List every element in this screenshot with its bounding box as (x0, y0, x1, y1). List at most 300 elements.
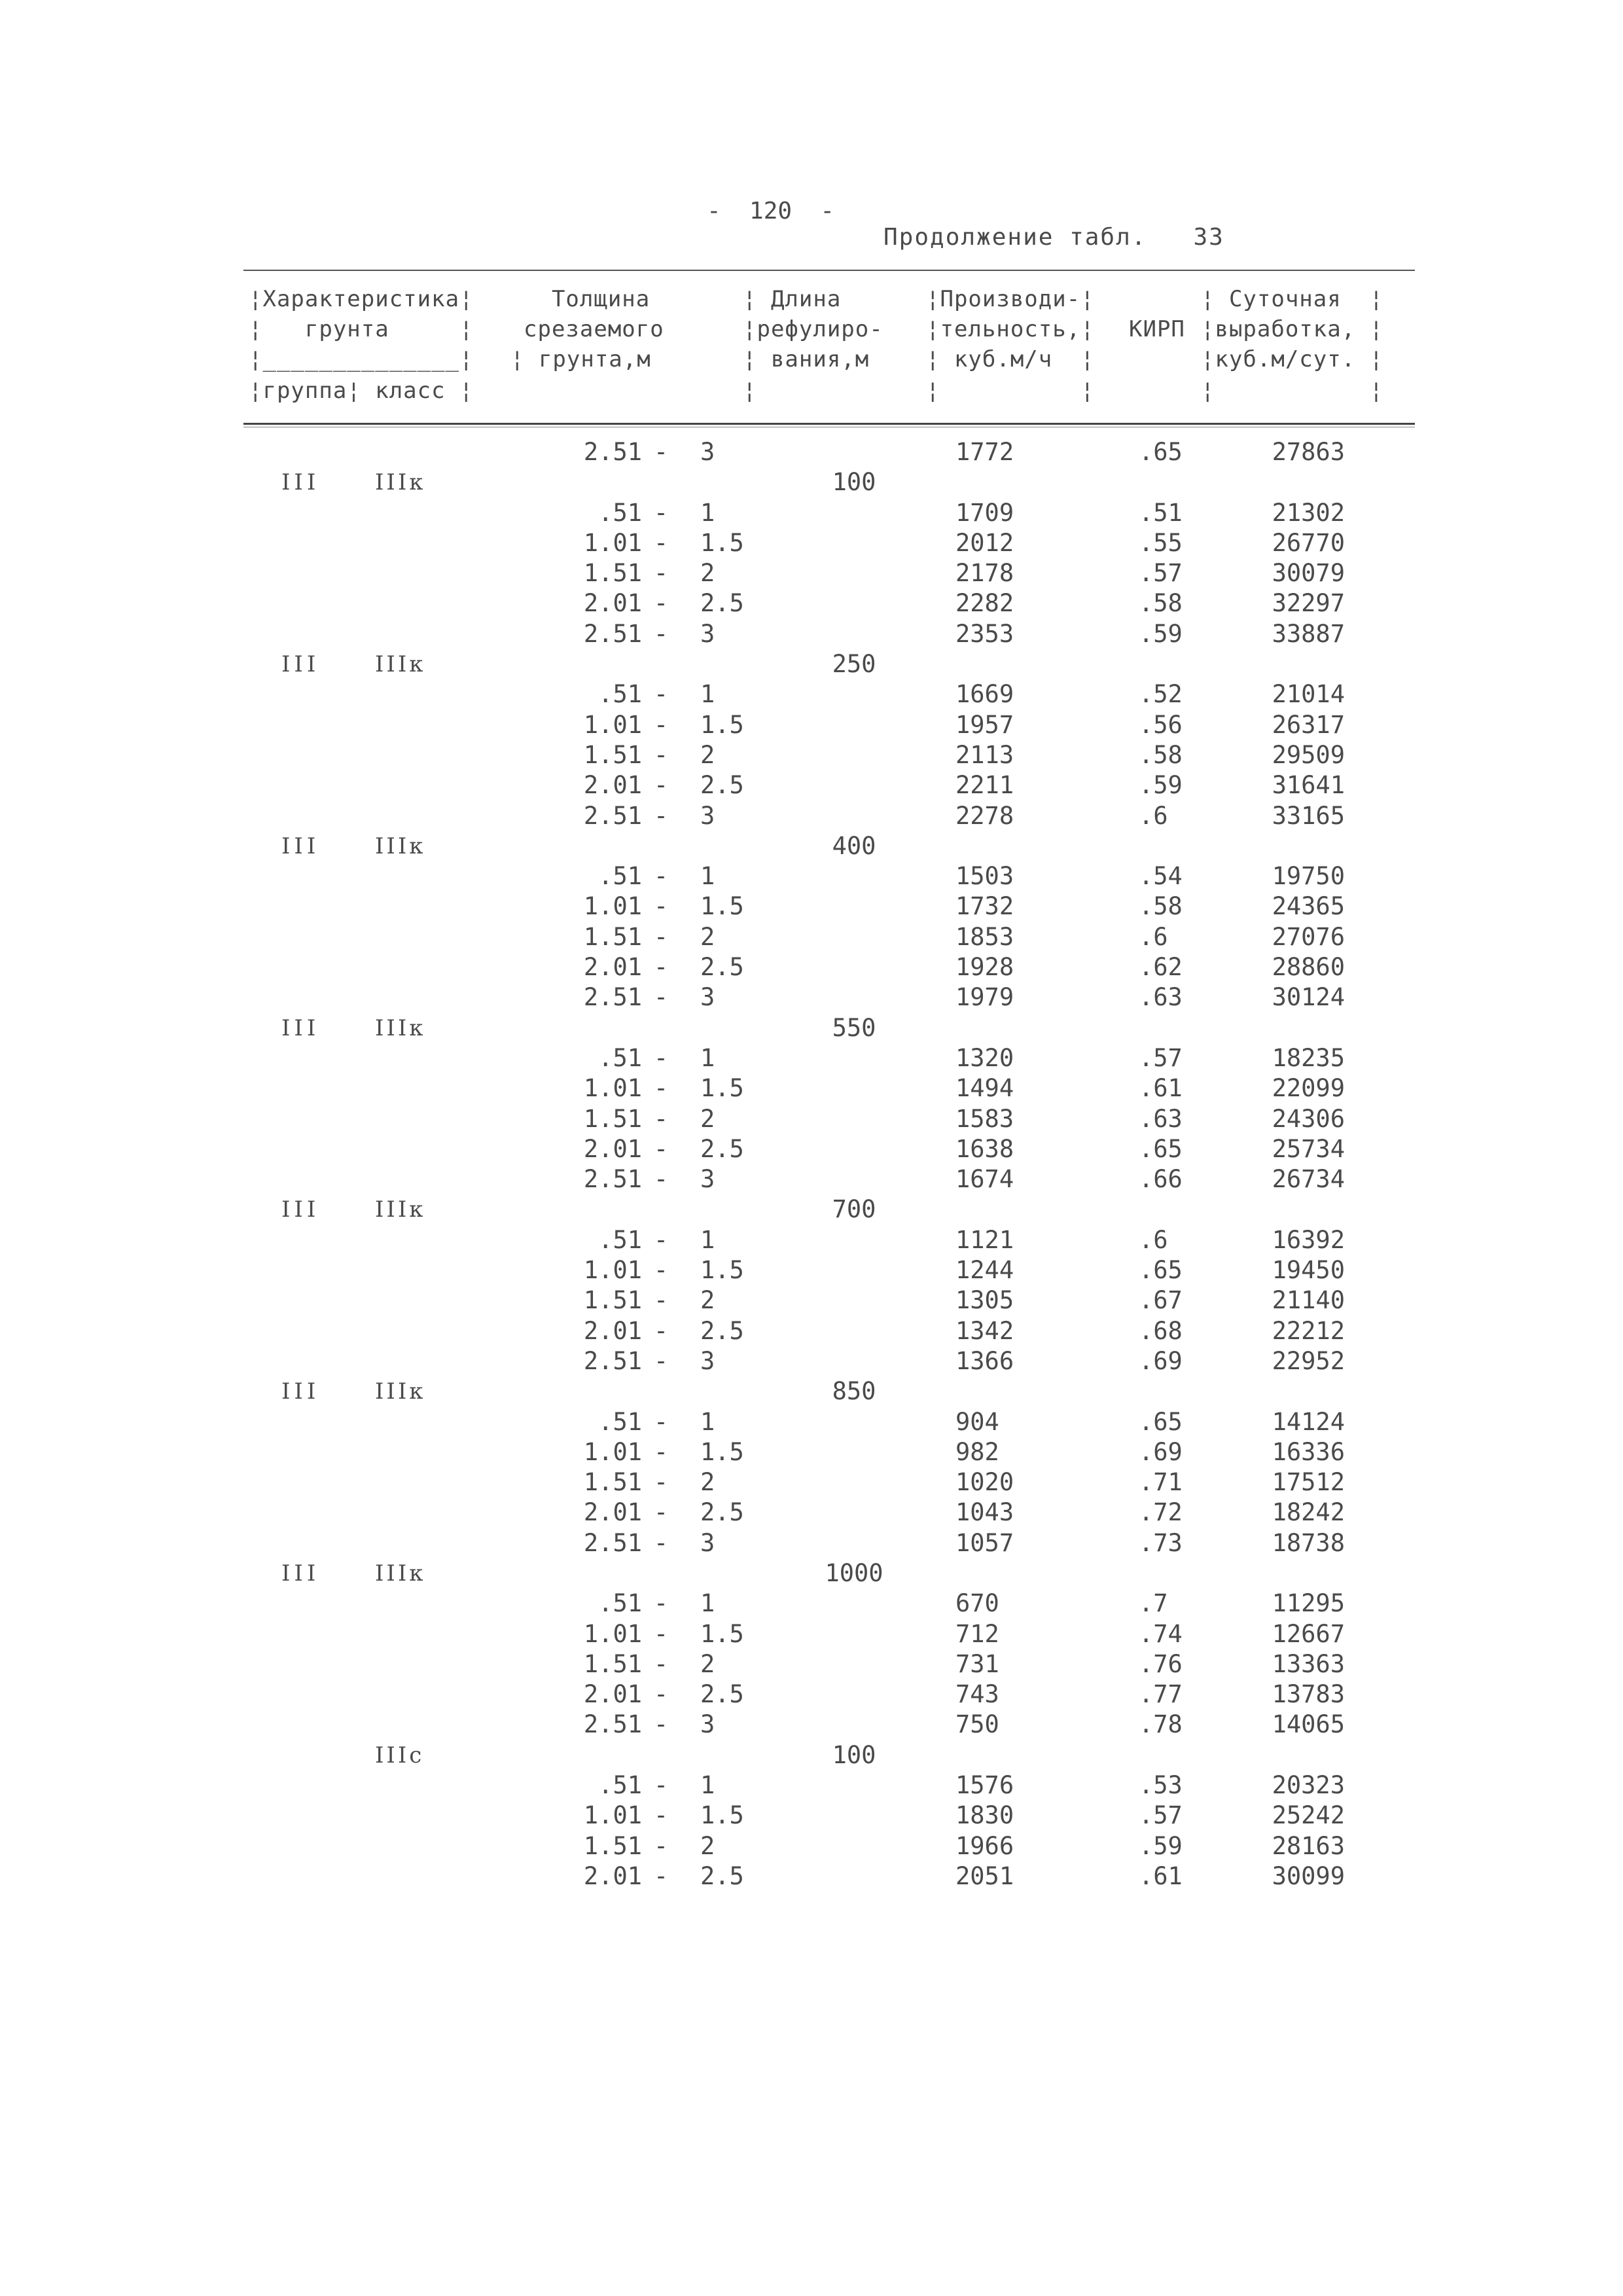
productivity-cell: 1928 (955, 953, 1014, 982)
kirp-cell: .55 (1139, 528, 1183, 557)
thickness-dash: - (653, 1256, 669, 1285)
productivity-cell: 1494 (955, 1074, 1014, 1103)
thickness-from: 2.01 (583, 1316, 642, 1345)
table-row (0, 891, 1623, 922)
thickness-dash: - (653, 559, 669, 588)
thickness-dash: - (653, 1710, 669, 1739)
thickness-dash: - (653, 710, 669, 739)
thickness-dash: - (653, 740, 669, 769)
kirp-cell: .59 (1139, 1831, 1183, 1860)
daily-output-cell: 13783 (1272, 1680, 1345, 1709)
daily-output-cell: 26770 (1272, 528, 1345, 557)
table-row (0, 1043, 1623, 1073)
table-row (0, 679, 1623, 709)
kirp-cell: .53 (1139, 1771, 1183, 1800)
daily-output-cell: 21140 (1272, 1286, 1345, 1315)
length-cell: 100 (832, 468, 876, 497)
daily-output-cell: 11295 (1272, 1589, 1345, 1618)
thickness-dash: - (653, 1437, 669, 1466)
productivity-cell: 1957 (955, 710, 1014, 739)
thickness-to: 1.5 (700, 1074, 744, 1103)
class-cell: IIIс (375, 1742, 425, 1768)
thickness-dash: - (653, 1043, 669, 1072)
header-thickness: Толщина (524, 286, 679, 312)
thickness-from: 1.01 (583, 1619, 642, 1648)
thickness-to: 1.5 (700, 528, 744, 557)
daily-output-cell: 22212 (1272, 1316, 1345, 1345)
thickness-to: 3 (700, 1346, 715, 1375)
daily-output-cell: 26317 (1272, 710, 1345, 739)
thickness-from: 2.01 (583, 1498, 642, 1527)
group-cell: III (281, 1560, 320, 1587)
daily-output-cell: 16392 (1272, 1225, 1345, 1254)
productivity-cell: 1342 (955, 1316, 1014, 1345)
thickness-from: 1.01 (583, 1437, 642, 1466)
group-cell: III (281, 1014, 320, 1041)
thickness-dash: - (653, 953, 669, 982)
table-row (0, 861, 1623, 891)
header-underline: ¦______________¦ (249, 346, 474, 372)
table-top-rule (243, 270, 1415, 271)
table-row (0, 710, 1623, 740)
daily-output-cell: 18242 (1272, 1498, 1345, 1527)
table-row (0, 1255, 1623, 1285)
header-soil: ¦ грунта ¦ (249, 316, 474, 342)
table-row (0, 1407, 1623, 1437)
table-row (0, 831, 1623, 861)
productivity-cell: 2278 (955, 801, 1014, 830)
kirp-cell: .61 (1139, 1074, 1183, 1103)
productivity-cell: 1576 (955, 1771, 1014, 1800)
thickness-from: 2.01 (583, 589, 642, 618)
group-cell: III (281, 833, 320, 859)
thickness-from: 1.51 (583, 740, 642, 769)
daily-output-cell: 24306 (1272, 1104, 1345, 1133)
table-row (0, 1104, 1623, 1134)
thickness-to: 1 (700, 862, 715, 891)
thickness-from: .51 (598, 1225, 642, 1254)
table-row (0, 1164, 1623, 1194)
daily-output-cell: 24365 (1272, 892, 1345, 921)
thickness-from: 2.51 (583, 1165, 642, 1194)
thickness-dash: - (653, 589, 669, 618)
kirp-cell: .68 (1139, 1316, 1183, 1345)
thickness-dash: - (653, 862, 669, 891)
kirp-cell: .65 (1139, 1134, 1183, 1163)
productivity-cell: 1732 (955, 892, 1014, 921)
productivity-cell: 1043 (955, 1498, 1014, 1527)
kirp-cell: .6 (1139, 922, 1168, 951)
thickness-to: 3 (700, 1165, 715, 1194)
kirp-cell: .59 (1139, 771, 1183, 800)
thickness-from: 2.51 (583, 1528, 642, 1557)
daily-output-cell: 20323 (1272, 1771, 1345, 1800)
table-row (0, 1831, 1623, 1861)
thickness-to: 1.5 (700, 710, 744, 739)
productivity-cell: 1244 (955, 1256, 1014, 1285)
thickness-dash: - (653, 771, 669, 800)
kirp-cell: .61 (1139, 1861, 1183, 1890)
thickness-to: 3 (700, 438, 715, 466)
kirp-cell: .77 (1139, 1680, 1183, 1709)
productivity-cell: 750 (955, 1710, 999, 1739)
thickness-to: 1 (700, 680, 715, 709)
productivity-cell: 2178 (955, 559, 1014, 588)
thickness-from: 1.01 (583, 1256, 642, 1285)
thickness-from: 1.01 (583, 528, 642, 557)
class-cell: IIIк (375, 1560, 426, 1587)
table-row (0, 588, 1623, 619)
header-kirp: КИРП (1129, 316, 1185, 342)
productivity-cell: 2282 (955, 589, 1014, 618)
table-row (0, 1316, 1623, 1346)
daily-output-cell: 21014 (1272, 680, 1345, 709)
thickness-dash: - (653, 1225, 669, 1254)
kirp-cell: .72 (1139, 1498, 1183, 1527)
productivity-cell: 1503 (955, 862, 1014, 891)
productivity-cell: 1020 (955, 1468, 1014, 1497)
thickness-from: 2.01 (583, 1861, 642, 1890)
thickness-dash: - (653, 498, 669, 527)
daily-output-cell: 14065 (1272, 1710, 1345, 1739)
kirp-cell: .57 (1139, 559, 1183, 588)
productivity-cell: 1830 (955, 1801, 1014, 1830)
table-row (0, 1225, 1623, 1255)
productivity-cell: 2113 (955, 740, 1014, 769)
productivity-cell: 1121 (955, 1225, 1014, 1254)
kirp-cell: .6 (1139, 1225, 1168, 1254)
class-cell: IIIк (375, 469, 426, 496)
thickness-dash: - (653, 1316, 669, 1345)
daily-output-cell: 18235 (1272, 1043, 1345, 1072)
daily-output-cell: 19450 (1272, 1256, 1345, 1285)
kirp-cell: .63 (1139, 1104, 1183, 1133)
thickness-from: .51 (598, 680, 642, 709)
group-cell: III (281, 1378, 320, 1405)
table-body (0, 437, 1623, 1892)
thickness-dash: - (653, 1074, 669, 1103)
thickness-from: 2.51 (583, 619, 642, 648)
thickness-to: 2 (700, 1649, 715, 1678)
thickness-dash: - (653, 1771, 669, 1800)
length-cell: 100 (832, 1740, 876, 1769)
table-row (0, 1528, 1623, 1558)
productivity-cell: 670 (955, 1589, 999, 1618)
table-row (0, 1710, 1623, 1740)
productivity-cell: 712 (955, 1619, 999, 1648)
productivity-cell: 2353 (955, 619, 1014, 648)
thickness-to: 1.5 (700, 1256, 744, 1285)
kirp-cell: .65 (1139, 438, 1183, 466)
productivity-cell: 1583 (955, 1104, 1014, 1133)
thickness-to: 1 (700, 1771, 715, 1800)
thickness-from: 1.51 (583, 1649, 642, 1678)
header-daily-output-unit: ¦куб.м/сут. ¦ (1201, 346, 1384, 372)
table-row (0, 1498, 1623, 1528)
thickness-to: 2 (700, 922, 715, 951)
table-row (0, 801, 1623, 831)
table-row (0, 1861, 1623, 1892)
daily-output-cell: 28163 (1272, 1831, 1345, 1860)
kirp-cell: .66 (1139, 1165, 1183, 1194)
thickness-dash: - (653, 801, 669, 830)
thickness-dash: - (653, 892, 669, 921)
length-cell: 550 (832, 1013, 876, 1042)
daily-output-cell: 13363 (1272, 1649, 1345, 1678)
table-header (249, 284, 1420, 415)
table-row (0, 770, 1623, 800)
class-cell: IIIк (375, 651, 426, 678)
thickness-from: 2.01 (583, 1680, 642, 1709)
thickness-from: 1.51 (583, 1831, 642, 1860)
productivity-cell: 1669 (955, 680, 1014, 709)
thickness-to: 2.5 (700, 771, 744, 800)
header-length: ¦ Длина (743, 286, 883, 312)
table-row (0, 1588, 1623, 1619)
table-row (0, 1558, 1623, 1588)
thickness-dash: - (653, 1286, 669, 1315)
table-row (0, 528, 1623, 558)
productivity-cell: 1366 (955, 1346, 1014, 1375)
table-row (0, 1013, 1623, 1043)
kirp-cell: .78 (1139, 1710, 1183, 1739)
thickness-from: 2.51 (583, 983, 642, 1012)
productivity-cell: 2211 (955, 771, 1014, 800)
header-group-class: ¦группа¦ класс ¦ (249, 378, 474, 404)
kirp-cell: .58 (1139, 589, 1183, 618)
thickness-dash: - (653, 1104, 669, 1133)
header-productivity-unit: ¦ куб.м/ч ¦ (926, 346, 1095, 372)
daily-output-cell: 22952 (1272, 1346, 1345, 1375)
kirp-cell: .62 (1139, 953, 1183, 982)
thickness-from: 1.51 (583, 922, 642, 951)
table-row (0, 619, 1623, 649)
thickness-dash: - (653, 1407, 669, 1436)
productivity-cell: 1320 (955, 1043, 1014, 1072)
thickness-from: 1.51 (583, 559, 642, 588)
thickness-from: 1.51 (583, 1286, 642, 1315)
header-productivity-2: ¦тельность,¦ (926, 316, 1095, 342)
thickness-to: 1.5 (700, 1801, 744, 1830)
productivity-cell: 1966 (955, 1831, 1014, 1860)
thickness-from: .51 (598, 1589, 642, 1618)
daily-output-cell: 27076 (1272, 922, 1345, 951)
thickness-to: 3 (700, 1528, 715, 1557)
table-row (0, 1134, 1623, 1164)
thickness-from: 2.51 (583, 1710, 642, 1739)
thickness-dash: - (653, 1680, 669, 1709)
kirp-cell: .76 (1139, 1649, 1183, 1678)
thickness-to: 1 (700, 1225, 715, 1254)
thickness-dash: - (653, 1861, 669, 1890)
kirp-cell: .59 (1139, 619, 1183, 648)
kirp-cell: .73 (1139, 1528, 1183, 1557)
thickness-to: 2 (700, 1104, 715, 1133)
thickness-dash: - (653, 1649, 669, 1678)
productivity-cell: 743 (955, 1680, 999, 1709)
table-row (0, 1194, 1623, 1225)
daily-output-cell: 28860 (1272, 953, 1345, 982)
table-row (0, 1437, 1623, 1467)
thickness-to: 1 (700, 1589, 715, 1618)
thickness-to: 1 (700, 1407, 715, 1436)
thickness-dash: - (653, 983, 669, 1012)
kirp-cell: .7 (1139, 1589, 1168, 1618)
length-cell: 850 (832, 1377, 876, 1406)
daily-output-cell: 30079 (1272, 559, 1345, 588)
table-row (0, 740, 1623, 770)
header-soil-characteristic: ¦Характеристика¦ (249, 286, 474, 312)
thickness-to: 2.5 (700, 1680, 744, 1709)
thickness-to: 2.5 (700, 1498, 744, 1527)
thickness-from: 1.01 (583, 710, 642, 739)
table-row (0, 952, 1623, 982)
table-row (0, 1649, 1623, 1679)
header-productivity-sep: ¦ ¦ (926, 378, 1095, 404)
thickness-to: 1.5 (700, 1437, 744, 1466)
kirp-cell: .52 (1139, 680, 1183, 709)
kirp-cell: .57 (1139, 1043, 1183, 1072)
kirp-cell: .6 (1139, 801, 1168, 830)
kirp-cell: .71 (1139, 1468, 1183, 1497)
daily-output-cell: 16336 (1272, 1437, 1345, 1466)
header-refulling: ¦рефулиро- (743, 316, 883, 342)
table-row (0, 922, 1623, 952)
header-soil-m: ¦ грунта,м (510, 346, 679, 372)
thickness-to: 2.5 (700, 1861, 744, 1890)
header-daily-output: ¦ Суточная ¦ (1201, 286, 1384, 312)
table-row (0, 498, 1623, 528)
group-cell: III (281, 1196, 320, 1223)
header-productivity: ¦Производи-¦ (926, 286, 1095, 312)
daily-output-cell: 22099 (1272, 1074, 1345, 1103)
thickness-to: 2 (700, 1831, 715, 1860)
table-row (0, 1376, 1623, 1407)
thickness-to: 2.5 (700, 1134, 744, 1163)
thickness-from: .51 (598, 498, 642, 527)
kirp-cell: .65 (1139, 1256, 1183, 1285)
thickness-from: 2.51 (583, 1346, 642, 1375)
table-row (0, 437, 1623, 467)
table-row (0, 1801, 1623, 1831)
thickness-from: .51 (598, 862, 642, 891)
thickness-dash: - (653, 1528, 669, 1557)
productivity-cell: 1979 (955, 983, 1014, 1012)
thickness-dash: - (653, 619, 669, 648)
header-daily-output-2: ¦выработка, ¦ (1201, 316, 1384, 342)
thickness-from: .51 (598, 1407, 642, 1436)
thickness-from: 1.01 (583, 892, 642, 921)
daily-output-cell: 26734 (1272, 1165, 1345, 1194)
thickness-to: 2.5 (700, 589, 744, 618)
table-row (0, 1285, 1623, 1316)
table-row (0, 558, 1623, 588)
productivity-cell: 1709 (955, 498, 1014, 527)
table-row (0, 1467, 1623, 1498)
class-cell: IIIк (375, 1196, 426, 1223)
thickness-to: 1.5 (700, 1619, 744, 1648)
kirp-cell: .67 (1139, 1286, 1183, 1315)
kirp-cell: .69 (1139, 1437, 1183, 1466)
table-row (0, 1740, 1623, 1770)
productivity-cell: 982 (955, 1437, 999, 1466)
thickness-to: 2 (700, 740, 715, 769)
kirp-cell: .51 (1139, 498, 1183, 527)
kirp-cell: .74 (1139, 1619, 1183, 1648)
table-row (0, 1346, 1623, 1376)
productivity-cell: 904 (955, 1407, 999, 1436)
daily-output-cell: 31641 (1272, 771, 1345, 800)
thickness-to: 3 (700, 801, 715, 830)
thickness-dash: - (653, 438, 669, 466)
thickness-from: 2.51 (583, 801, 642, 830)
daily-output-cell: 18738 (1272, 1528, 1345, 1557)
header-cut-soil: срезаемого (524, 316, 679, 342)
kirp-cell: .65 (1139, 1407, 1183, 1436)
daily-output-cell: 30099 (1272, 1861, 1345, 1890)
class-cell: IIIк (375, 833, 426, 859)
thickness-from: 1.01 (583, 1801, 642, 1830)
daily-output-cell: 33165 (1272, 801, 1345, 830)
table-row (0, 467, 1623, 497)
productivity-cell: 1853 (955, 922, 1014, 951)
kirp-cell: .63 (1139, 983, 1183, 1012)
kirp-cell: .56 (1139, 710, 1183, 739)
thickness-from: 2.01 (583, 771, 642, 800)
daily-output-cell: 25242 (1272, 1801, 1345, 1830)
header-refulling-m: ¦ вания,м (743, 346, 883, 372)
productivity-cell: 1057 (955, 1528, 1014, 1557)
thickness-dash: - (653, 1619, 669, 1648)
table-row (0, 1770, 1623, 1801)
thickness-dash: - (653, 922, 669, 951)
daily-output-cell: 29509 (1272, 740, 1345, 769)
table-row (0, 1619, 1623, 1649)
thickness-from: 2.01 (583, 953, 642, 982)
kirp-cell: .58 (1139, 892, 1183, 921)
header-daily-output-sep: ¦ ¦ (1201, 378, 1384, 404)
thickness-dash: - (653, 1801, 669, 1830)
productivity-cell: 731 (955, 1649, 999, 1678)
productivity-cell: 1305 (955, 1286, 1014, 1315)
length-cell: 250 (832, 650, 876, 679)
productivity-cell: 1772 (955, 438, 1014, 466)
class-cell: IIIк (375, 1014, 426, 1041)
thickness-from: 2.51 (583, 438, 642, 466)
thickness-dash: - (653, 1165, 669, 1194)
kirp-cell: .69 (1139, 1346, 1183, 1375)
daily-output-cell: 25734 (1272, 1134, 1345, 1163)
page-number: - 120 - (707, 198, 835, 224)
thickness-to: 3 (700, 1710, 715, 1739)
thickness-to: 3 (700, 619, 715, 648)
table-continuation-caption: Продолжение табл. 33 (883, 224, 1224, 251)
productivity-cell: 1638 (955, 1134, 1014, 1163)
thickness-to: 1 (700, 1043, 715, 1072)
table-row (0, 1073, 1623, 1103)
table-row (0, 1679, 1623, 1710)
productivity-cell: 1674 (955, 1165, 1014, 1194)
kirp-cell: .54 (1139, 862, 1183, 891)
thickness-to: 2.5 (700, 1316, 744, 1345)
thickness-dash: - (653, 528, 669, 557)
group-cell: III (281, 651, 320, 678)
length-cell: 1000 (825, 1558, 883, 1587)
table-header-rule (243, 423, 1415, 425)
daily-output-cell: 32297 (1272, 589, 1345, 618)
thickness-dash: - (653, 680, 669, 709)
daily-output-cell: 33887 (1272, 619, 1345, 648)
